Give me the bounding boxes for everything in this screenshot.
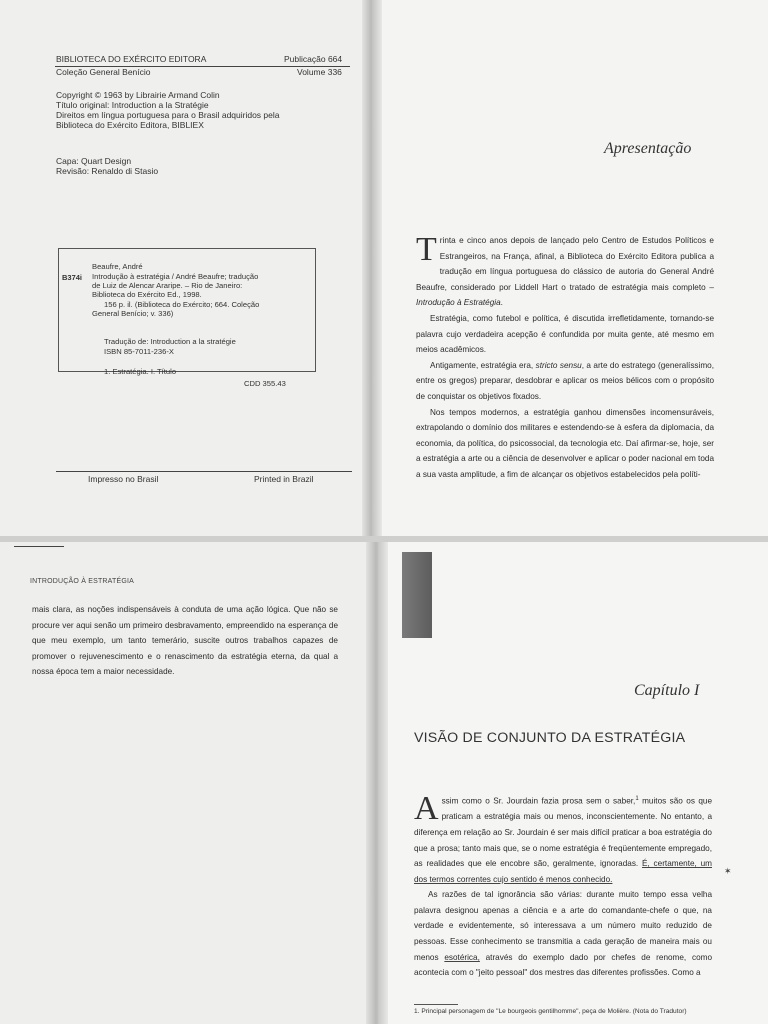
chapter-title: VISÃO DE CONJUNTO DA ESTRATÉGIA: [414, 730, 686, 746]
rights-line-2: Biblioteca do Exército Editora, BIBLIEX: [56, 120, 204, 130]
catalog-subjects: 1. Estratégia. I. Título: [104, 367, 177, 376]
book-gutter-top: [362, 0, 382, 538]
catalog-line: 156 p. il. (Biblioteca do Exército; 664. Coleção: [104, 300, 260, 309]
catalog-author: Beaufre, André: [92, 262, 143, 271]
publication-number: Publicação 664: [284, 54, 343, 64]
footer-rule: [56, 471, 352, 472]
presentation-page: [372, 0, 768, 538]
book-gutter-bottom: [366, 540, 388, 1024]
cover-credit: Capa: Quart Design: [56, 156, 132, 166]
drop-cap: A: [414, 790, 439, 827]
running-header: INTRODUÇÃO À ESTRATÉGIA: [30, 578, 135, 585]
chapter-text: Assim como o Sr. Jourdain fazia prosa sem o saber,$^1$ muitos são os que praticam a estratégia mais ou menos, inconscientemente. No entanto, a diferença em relação ao Sr. Jourdain é ser mais difícil praticar a boa estratégia do que a prosa; tanto mais que, se o nome estratégia é freqüentemente empregado, as realidades que ele encobre são, geralmente, ignoradas. É, certamente, um dos termos correntes cujo sentido é menos conhecido. As razões de tal ignorância são várias: durante muito tempo essa velha palavra designou apenas a ciência e a arte do comandante-chefe o que, na verdade e evidentemente, só interessava a um número muito reduzido de pessoas. Esse conhecimento se transmitia a cada geração de maneira mais ou menos esotérica, através do exemplo dado por chefes de renome, como acontecia com o "jeito pessoal" dos mestres das diferentes profissões. Como a: [414, 790, 712, 978]
chapter-number: Capítulo I: [634, 682, 700, 699]
scan-divider: [0, 536, 768, 542]
scan-mark: [14, 546, 64, 547]
closing-paragraph: mais clara, as noções indispensáveis à conduta de uma ação lógica. Que não se procure ver aqui senão um primeiro desbravamento, empreendido na esperança de que meu exemplo, um tanto temerário, suscite outros trabalhos capazes de promover o rejuvenescimento e o renascimento da estratégia eterna, da qual a nossa época tem a maior necessidade.: [32, 605, 338, 677]
introduction-continued-page: [0, 540, 378, 1024]
footnote: 1. Principal personagem de "Le bourgeois gentilhomme", peça de Molière. (Nota do Tradutor): [414, 1008, 687, 1015]
footnote-rule: [414, 1004, 458, 1005]
copyright-line: Copyright © 1963 by Librairie Armand Colin: [56, 90, 220, 100]
catalog-line: de Luiz de Alencar Araripe. – Rio de Janeiro:: [92, 281, 243, 290]
drop-cap: T: [416, 231, 437, 268]
catalog-code: B374i: [62, 273, 83, 282]
chapter-page: [378, 540, 768, 1024]
rights-line: Direitos em língua portuguesa para o Brasil adquiridos pela: [56, 110, 280, 120]
catalog-line: Biblioteca do Exército Ed., 1998.: [92, 290, 202, 299]
presentation-text: Trinta e cinco anos depois de lançado pelo Centro de Estudos Políticos e Estrangeiros, na França, afinal, a Biblioteca do Exército Editora publica a tradução em língua portuguesa do clássico de autoria do General André Beaufre, considerado por Liddell Hart o tratado de estratégia mais completo – Introdução à Estratégia. Estratégia, como futebol e política, é discutida irrefletidamente, tornando-se palavra cujo verdadeira acepção é confundida por muita gente, até mesmo em meios acadêmicos. Antigamente, estratégia era, stricto sensu, a arte do estratego (generalíssimo, entre os gregos) preparar, desdobrar e aplicar os meios bélicos com o propósito de conquistar os objetivos fixados. Nos tempos modernos, a estratégia ganhou dimensões incomensuráveis, extrapolando o domínio dos militares e estendendo-se à esfera da diplomacia, da economia, da política, do psicossocial, da tecnologia etc. Daí afirmar-se, hoje, ser a estratégia a arte ou a ciência de desenvolver e aplicar o poder nacional em toda a sua vasta amplitude, a fim de alcançar os objetivos estabelecidos pela políti-: [416, 231, 714, 479]
revision-credit: Revisão: Renaldo di Stasio: [56, 166, 159, 176]
collection-name: Coleção General Benício: [56, 67, 151, 77]
underlined-phrase: É, certamente, um dos termos correntes cujo sentido é menos conhecido.: [414, 859, 712, 884]
publisher-name: BIBLIOTECA DO EXÉRCITO EDITORA: [56, 54, 207, 64]
page-title: Apresentação: [604, 140, 692, 157]
catalog-line: General Benício; v. 336): [92, 309, 174, 318]
page-edge-tab: [402, 552, 432, 638]
catalog-line: Introdução à estratégia / André Beaufre; tradução: [92, 272, 259, 281]
original-title: Título original: Introduction a la Stratégie: [56, 100, 209, 110]
underlined-word: esotérica,: [444, 952, 480, 962]
catalog-translation: Tradução de: Introduction a la stratégie: [104, 337, 236, 346]
volume-number: Volume 336: [297, 67, 342, 77]
copyright-page: [0, 0, 372, 538]
catalog-isbn: ISBN 85-7011-236-X: [104, 347, 174, 356]
margin-annotation-icon: ✶: [724, 866, 732, 876]
catalog-cdd: CDD 355.43: [244, 379, 286, 388]
printed-in-en: Printed in Brazil: [254, 474, 314, 484]
printed-in-pt: Impresso no Brasil: [88, 474, 159, 484]
